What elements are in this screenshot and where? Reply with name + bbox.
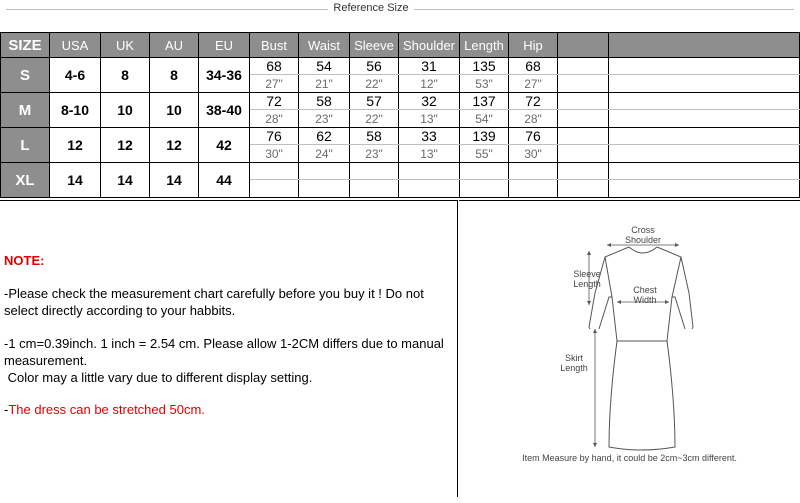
size-uk: 8 [101, 58, 150, 93]
measure-cm: 72 [250, 93, 299, 110]
table-row [1, 163, 800, 180]
size-chart-table [0, 32, 800, 198]
measure-inch: 22" [350, 110, 399, 128]
measure-inch: 23" [350, 145, 399, 163]
size-au: 14 [150, 163, 199, 198]
blank-cell [609, 180, 800, 198]
blank-cell [609, 58, 800, 75]
measure-inch: 22" [350, 75, 399, 93]
size-eu: 44 [199, 163, 250, 198]
measure-inch: 27" [509, 75, 558, 93]
measure-cm: 32 [399, 93, 460, 110]
measure-cm: 54 [299, 58, 350, 75]
measure-cm: 68 [509, 58, 558, 75]
measure-inch [509, 180, 558, 198]
column-header: USA [50, 33, 101, 58]
blank-cell [558, 128, 609, 145]
table-row [1, 93, 800, 110]
blank-cell [558, 58, 609, 75]
size-au: 8 [150, 58, 199, 93]
blank-header-cell [609, 33, 800, 58]
table-header-row [1, 33, 800, 58]
neckline [629, 247, 657, 253]
measure-inch: 53" [460, 75, 509, 93]
measure-cm [460, 163, 509, 180]
column-header: Waist [299, 33, 350, 58]
column-header: Shoulder [399, 33, 460, 58]
note-heading: NOTE: [4, 253, 45, 268]
measure-inch: 12" [399, 75, 460, 93]
skirt-outline [609, 341, 675, 450]
size-uk: 12 [101, 128, 150, 163]
size-label: S [1, 58, 50, 93]
blank-cell [609, 93, 800, 110]
measure-cm [399, 163, 460, 180]
measure-cm: 76 [250, 128, 299, 145]
measure-inch: 28" [250, 110, 299, 128]
measure-inch: 54" [460, 110, 509, 128]
reference-size-header [0, 0, 800, 18]
size-uk: 14 [101, 163, 150, 198]
measure-inch: 30" [509, 145, 558, 163]
blank-cell [609, 110, 800, 128]
reference-size-title: Reference Size [333, 2, 409, 14]
measure-cm: 33 [399, 128, 460, 145]
measure-inch: 30" [250, 145, 299, 163]
blank-cell [558, 180, 609, 198]
size-eu: 38-40 [199, 93, 250, 128]
measure-inch [250, 180, 299, 198]
measure-cm: 56 [350, 58, 399, 75]
note-color: Color may a little vary due to different display setting. [4, 370, 313, 385]
column-header: SIZE [1, 33, 50, 58]
size-eu: 42 [199, 128, 250, 163]
label-cross-shoulder: Cross Shoulder [624, 225, 662, 245]
size-label: L [1, 128, 50, 163]
measure-cm: 137 [460, 93, 509, 110]
measure-inch: 24" [299, 145, 350, 163]
header-rule-left [6, 9, 328, 10]
measure-inch [350, 180, 399, 198]
note-stretch-text: The dress can be stretched 50cm. [8, 402, 205, 417]
blank-cell [609, 145, 800, 163]
measure-inch: 28" [509, 110, 558, 128]
measure-cm: 58 [350, 128, 399, 145]
size-usa: 8-10 [50, 93, 101, 128]
measure-inch: 55" [460, 145, 509, 163]
column-header: Length [460, 33, 509, 58]
measure-inch: 13" [399, 145, 460, 163]
size-usa: 12 [50, 128, 101, 163]
blank-cell [558, 163, 609, 180]
blank-header-cell [558, 33, 609, 58]
measure-inch: 27" [250, 75, 299, 93]
measure-cm [350, 163, 399, 180]
note-conversion: -1 cm=0.39inch. 1 inch = 2.54 cm. Please allow 1-2CM differs due to manual measurement. [4, 336, 444, 368]
size-eu: 34-36 [199, 58, 250, 93]
column-header: EU [199, 33, 250, 58]
note-check-chart: -Please check the measurement chart carefully before you buy it ! Do not select directly according to your habbits. [4, 286, 424, 318]
blank-cell [609, 128, 800, 145]
header-rule-right [414, 9, 794, 10]
blank-cell [609, 163, 800, 180]
measure-cm [299, 163, 350, 180]
measure-inch: 21" [299, 75, 350, 93]
column-header: Hip [509, 33, 558, 58]
measure-inch [460, 180, 509, 198]
table-row [1, 128, 800, 145]
column-header: AU [150, 33, 199, 58]
label-skirt-length: Skirt Length [560, 353, 588, 373]
note-stretch [4, 401, 449, 418]
size-label: XL [1, 163, 50, 198]
dress-measure-diagram [459, 200, 800, 497]
measure-cm: 62 [299, 128, 350, 145]
size-usa: 4-6 [50, 58, 101, 93]
size-usa: 14 [50, 163, 101, 198]
measure-inch [299, 180, 350, 198]
column-header: Bust [250, 33, 299, 58]
size-au: 10 [150, 93, 199, 128]
measure-inch [399, 180, 460, 198]
label-sleeve-length: Sleeve Length [573, 269, 601, 289]
blank-cell [558, 110, 609, 128]
measure-cm: 139 [460, 128, 509, 145]
measure-cm: 72 [509, 93, 558, 110]
blank-cell [558, 75, 609, 93]
table-row [1, 58, 800, 75]
measure-cm: 135 [460, 58, 509, 75]
blank-cell [609, 75, 800, 93]
measure-cm: 58 [299, 93, 350, 110]
measure-cm: 57 [350, 93, 399, 110]
size-label: M [1, 93, 50, 128]
measure-cm [250, 163, 299, 180]
measurement-caption: Item Measure by hand, it could be 2cm~3cm different. [522, 453, 737, 463]
measure-cm [509, 163, 558, 180]
size-au: 12 [150, 128, 199, 163]
measure-cm: 68 [250, 58, 299, 75]
column-header: Sleeve [350, 33, 399, 58]
measure-cm: 31 [399, 58, 460, 75]
notes-panel [0, 200, 458, 497]
label-chest-width: Chest Width [633, 285, 657, 305]
blank-cell [558, 145, 609, 163]
column-header: UK [101, 33, 150, 58]
measure-inch: 23" [299, 110, 350, 128]
blank-cell [558, 93, 609, 110]
size-uk: 10 [101, 93, 150, 128]
note-stretch-dash: - [4, 402, 9, 417]
measure-inch: 13" [399, 110, 460, 128]
measure-cm: 76 [509, 128, 558, 145]
